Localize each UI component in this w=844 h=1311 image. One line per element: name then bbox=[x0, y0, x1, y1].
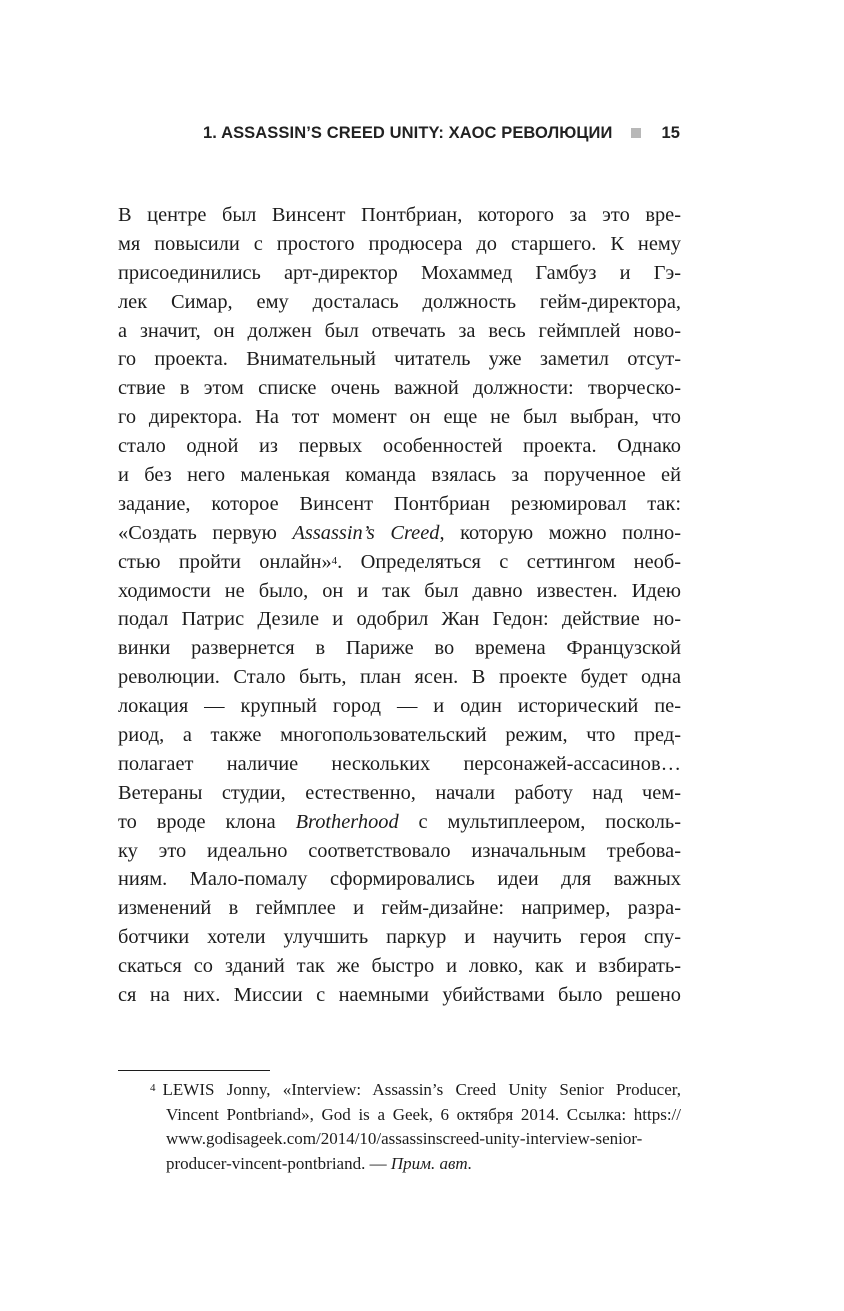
footnote-text: producer-vincent-pontbriand. — bbox=[166, 1153, 391, 1173]
text-run: стью пройти онлайн» bbox=[118, 550, 332, 573]
text-line: присоединились арт-директор Мохаммед Гамбуз и Гэ- bbox=[118, 261, 681, 284]
text-line: ботчики хотели улучшить паркур и научить героя спу- bbox=[118, 926, 681, 949]
text-line: локация — крупный город — и один исторический пе- bbox=[118, 695, 681, 718]
text-line: революции. Стало быть, план ясен. В проекте будет одна bbox=[118, 666, 681, 689]
footnote-line bbox=[118, 1078, 681, 1103]
text-line: ходимости не было, он и так был давно известен. Идею bbox=[118, 579, 681, 602]
footnote-divider bbox=[118, 1070, 270, 1071]
text-line: винки развернется в Париже во времена Французской bbox=[118, 637, 681, 660]
text-line: го директора. На тот момент он еще не был выбран, что bbox=[118, 406, 681, 429]
text-line: скаться со зданий так же быстро и ловко, как и взбирать- bbox=[118, 955, 681, 978]
text-line: и без него маленькая команда взялась за порученное ей bbox=[118, 464, 681, 487]
text-line: мя повысили с простого продюсера до старшего. К нему bbox=[118, 232, 681, 255]
separator-square-icon bbox=[631, 128, 641, 138]
italic-title: Brotherhood bbox=[295, 810, 399, 833]
text-line: ствие в этом списке очень важной должности: творческо- bbox=[118, 377, 681, 400]
chapter-title: 1. ASSASSIN’S CREED UNITY: ХАОС РЕВОЛЮЦИИ bbox=[203, 123, 613, 142]
footnote-reference[interactable]: 4 bbox=[331, 554, 338, 567]
text-line bbox=[118, 808, 681, 837]
text-line: а значит, он должен был отвечать за весь геймплей ново- bbox=[118, 319, 681, 342]
text-line: го проекта. Внимательный читатель уже заметил отсут- bbox=[118, 348, 681, 371]
footnote-line: Vincent Pontbriand», God is a Geek, 6 октября 2014. Ссылка: https:// bbox=[166, 1104, 681, 1124]
footnote-line: www.godisageek.com/2014/10/assassinscreed-unity-interview-senior- bbox=[166, 1129, 643, 1149]
text-run: , которую можно полно- bbox=[439, 521, 682, 544]
italic-title: Assassin’s Creed bbox=[292, 521, 440, 544]
footnote-line bbox=[118, 1152, 681, 1177]
footnote-author-note: Прим. авт. bbox=[390, 1153, 473, 1173]
text-line: ку это идеально соответствовало изначальным требова- bbox=[118, 839, 681, 862]
page-number: 15 bbox=[661, 123, 680, 142]
text-line: Ветераны студии, естественно, начали работу над чем- bbox=[118, 781, 681, 804]
text-line: изменений в геймплее и гейм-дизайне: например, разра- bbox=[118, 897, 681, 920]
running-head bbox=[118, 122, 680, 144]
text-run: то вроде клона bbox=[118, 810, 296, 833]
footnote bbox=[118, 1078, 681, 1176]
text-line: ниям. Мало-помалу сформировались идеи для важных bbox=[118, 868, 681, 891]
footnote-number: 4 bbox=[150, 1082, 156, 1094]
text-run: «Создать первую bbox=[118, 521, 293, 544]
text-line: задание, которое Винсент Понтбриан резюмировал так: bbox=[118, 492, 681, 515]
text-line bbox=[118, 519, 681, 548]
text-line: риод, а также многопользовательский режим, что пред- bbox=[118, 724, 681, 747]
text-line bbox=[118, 548, 681, 577]
text-line: полагает наличие нескольких персонажей-ассасинов… bbox=[118, 752, 681, 775]
text-line: В центре был Винсент Понтбриан, которого за это вре- bbox=[118, 204, 681, 226]
text-line: стало одной из первых особенностей проекта. Однако bbox=[118, 435, 681, 458]
body-text bbox=[118, 201, 681, 1010]
text-line: лек Симар, ему досталась должность гейм-директора, bbox=[118, 290, 681, 313]
text-run: . Определяться с сеттингом необ- bbox=[337, 550, 681, 573]
text-run: с мультиплеером, посколь- bbox=[398, 810, 681, 833]
footnote-text: LEWIS Jonny, «Interview: Assassin’s Creed Unity Senior Producer, bbox=[162, 1080, 681, 1099]
text-line: подал Патрис Дезиле и одобрил Жан Гедон: действие но- bbox=[118, 608, 681, 631]
text-line: ся на них. Миссии с наемными убийствами было решено bbox=[118, 984, 681, 1007]
